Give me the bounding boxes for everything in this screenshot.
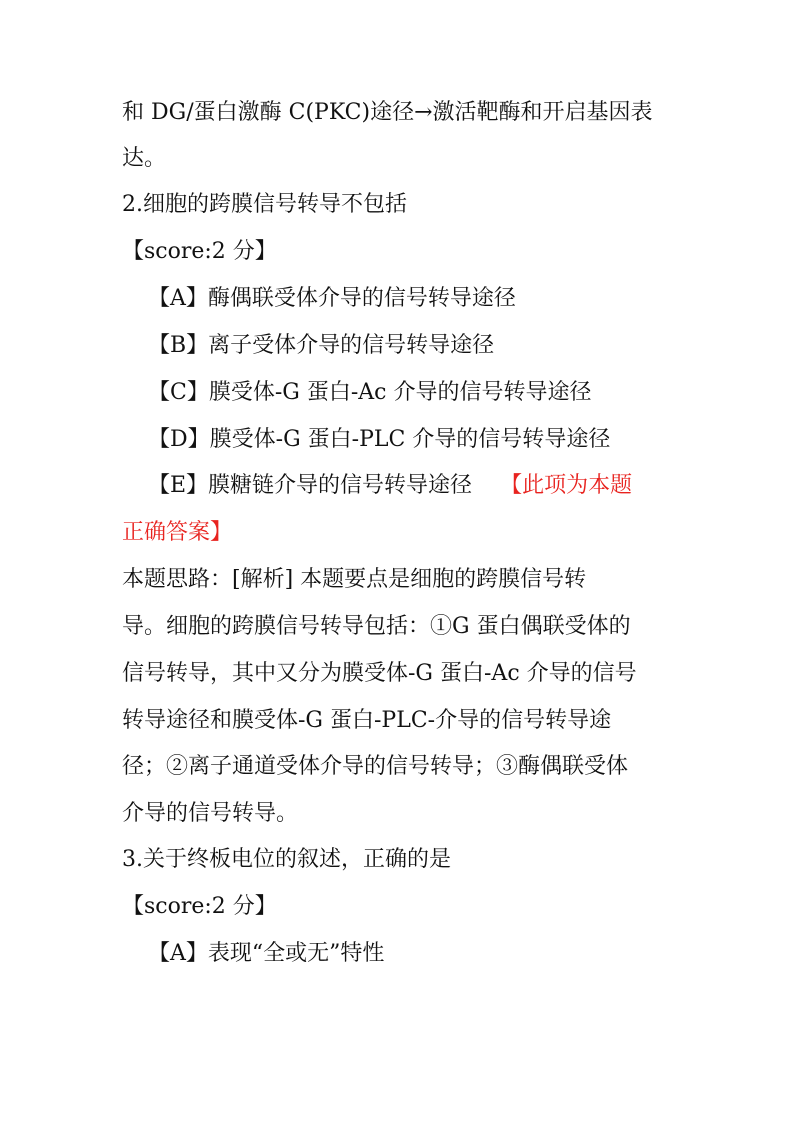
question-3-score: 【score:2 分】 [122,894,277,919]
question-2-score: 【score:2 分】 [122,239,277,264]
explanation-line-6: 介导的信号转导。 [122,801,299,826]
option-e-text: 【E】膜糖链介导的信号转导途径 [148,473,473,498]
question-2-option-c: 【C】膜受体-G 蛋白-Ac 介导的信号转导途径 [148,380,592,405]
explanation-line-4: 转导途径和膜受体-G 蛋白-PLC-介导的信号转导途 [122,708,612,733]
explanation-line-1: 本题思路：[解析] 本题要点是细胞的跨膜信号转 [122,567,587,592]
question-2-option-a: 【A】酶偶联受体介导的信号转导途径 [148,286,516,311]
correct-answer-tag-continued: 正确答案】 [122,520,233,545]
explanation-line-3: 信号转导，其中又分为膜受体-G 蛋白-Ac 介导的信号 [122,661,637,686]
explanation-line-5: 径；②离子通道受体介导的信号转导；③酶偶联受体 [122,754,629,779]
question-3-option-a: 【A】表现“全或无”特性 [148,941,385,966]
prev-answer-line-2: 达。 [122,146,167,171]
question-3-title: 3.关于终板电位的叙述，正确的是 [122,847,451,872]
explanation-line-2: 导。细胞的跨膜信号转导包括：①G 蛋白偶联受体的 [122,614,631,639]
question-2-option-b: 【B】离子受体介导的信号转导途径 [148,333,495,358]
question-2-title: 2.细胞的跨膜信号转导不包括 [122,192,407,217]
correct-answer-tag: 【此项为本题 [500,473,633,498]
question-2-option-d: 【D】膜受体-G 蛋白-PLC 介导的信号转导途径 [148,427,611,452]
question-2-option-e [148,471,708,501]
prev-answer-line-1: 和 DG/蛋白激酶 C(PKC)途径→激活靶酶和开启基因表 [122,100,653,125]
